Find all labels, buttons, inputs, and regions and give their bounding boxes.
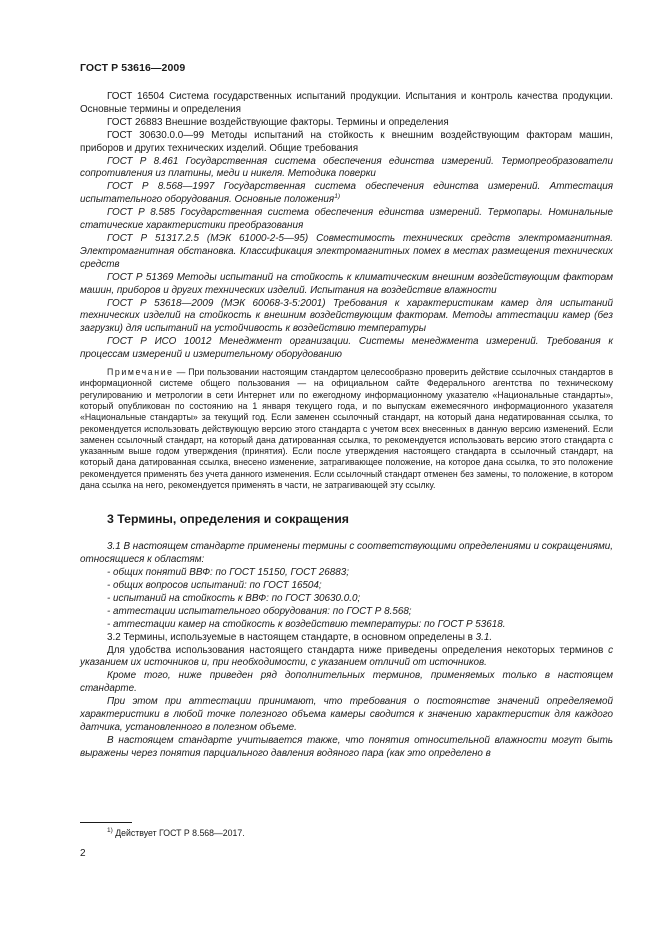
note-paragraph (80, 367, 613, 491)
ref-gost-r-8-568 (80, 181, 613, 207)
footnote-text: Действует ГОСТ Р 8.568—2017. (112, 828, 245, 838)
section-heading: 3 Термины, определения и сокращения (107, 512, 349, 527)
para-convenience-text: Для удобства использования настоящего стандарта ниже приведены определения некоторых терминов (107, 644, 609, 656)
ref-gost-r-51317: ГОСТ Р 51317.2.5 (МЭК 61000-2-5—95) Совместимость технических средств электромагнитная. Электромагнитная обстановка. Классификация электромагнитных помех в местах размещения технических средств (80, 232, 613, 270)
list-item: - испытаний на стойкость к ВВФ: по ГОСТ 30630.0.0; (107, 592, 361, 604)
list-item: - общих понятий ВВФ: по ГОСТ 15150, ГОСТ 26883; (107, 567, 349, 579)
ref-gost-r-8-585: ГОСТ Р 8.585 Государственная система обеспечения единства измерений. Термопары. Номинальные статические характеристики преобразования (80, 207, 613, 232)
para-additional-terms: Кроме того, ниже приведен ряд дополнительных терминов, применяемых только в настоящем стандарте. (80, 670, 613, 695)
ref-gost-r-8-461: ГОСТ Р 8.461 Государственная система обеспечения единства измерений. Термопреобразователи сопротивления из платины, меди и никеля. Методика поверки (80, 155, 613, 180)
page-header: ГОСТ Р 53616—2009 (80, 62, 186, 74)
para-convenience (80, 645, 613, 671)
list-item: - аттестации камер на стойкость к воздействию температуры: по ГОСТ Р 53618. (107, 618, 506, 630)
list-item: - аттестации испытательного оборудования: по ГОСТ Р 8.568; (107, 605, 412, 617)
para-3-2-ref: 3.1. (475, 631, 493, 643)
ref-gost-r-53618: ГОСТ Р 53618—2009 (МЭК 60068-3-5:2001) Требования к характеристикам камер для испытаний технических изделий на стойкость к внешним воздействующим факторам. Методы аттестации камер (без загрузки) для испытаний на устойчивость к воздействию температуры (80, 297, 613, 335)
page-number: 2 (80, 848, 86, 859)
footnote-marker: 1) (334, 193, 340, 201)
note-label: Примечание (107, 367, 174, 378)
para-humidity: В настоящем стандарте учитывается также, что понятия относительной влажности могут быть выражены через понятия парциального давления водяного пара (как это определено в (80, 734, 613, 759)
ref-gost-30630: ГОСТ 30630.0.0—99 Методы испытаний на стойкость к внешним воздействующим факторам машин, приборов и других технических изделий. Общие требования (80, 129, 613, 154)
ref-gost-16504: ГОСТ 16504 Система государственных испытаний продукции. Испытания и контроль качества продукции. Основные термины и определения (80, 91, 613, 115)
para-convenience-italic: с указанием их источников и, при необходимости, с указанием отличий от источников. (80, 644, 613, 669)
ref-gost-r-51369: ГОСТ Р 51369 Методы испытаний на стойкость к климатическим внешним воздействующим факторам машин, приборов и других технических изделий. Испытания на воздействие влажности (80, 271, 613, 296)
para-3-2 (80, 632, 613, 645)
para-3-1: 3.1 В настоящем стандарте применены термины с соответствующими определениями и сокращениями, относящиеся к областям: (80, 541, 613, 566)
footnote (80, 828, 613, 839)
ref-gost-r-iso-10012: ГОСТ Р ИСО 10012 Менеджмент организации. Системы менеджмента измерений. Требования к процессам измерений и измерительному оборудованию (80, 336, 613, 361)
ref-text: ГОСТ Р 8.568—1997 Государственная система обеспечения единства измерений. Аттестация испытательного оборудования. Основные положения (80, 181, 613, 206)
para-3-2-text: 3.2 Термины, используемые в настоящем стандарте, в основном определены в (107, 631, 476, 643)
note-text: — При пользовании настоящим стандартом целесообразно проверить действие ссылочных стандартов в информационной системе общего пользования — на официальном сайте Федерального агентства по техническому регулированию и метрологии в сети Интернет или по ежегодному информационному указателю «Национальные стандарты», который опубликован по состоянию на 1 января текущего года, и по выпускам ежемесячного информационного указателя «Национальные стандарты» за текущий год. Если заменен ссылочный стандарт, на который дана недатированная ссылка, то рекомендуется использовать действующую версию этого стандарта с учетом всех внесенных в данную версию изменений. Если заменен ссылочный стандарт, на который дана датированная ссылка, то рекомендуется использовать версию этого стандарта с указанным выше годом утверждения (принятия). Если после утверждения настоящего стандарта в ссылочный стандарт, на который дана датированная ссылка, внесено изменение, затрагивающее положение, на которое дана ссылка, то это положение рекомендуется применять без учета данного изменения. Если ссылочный стандарт отменен без замены, то положение, в котором дана ссылка на него, рекомендуется применять в части, не затрагивающей эту ссылку. (80, 367, 613, 490)
footnote-rule (80, 822, 132, 823)
footnote-mark: 1) (107, 827, 113, 834)
list-item: - общих вопросов испытаний: по ГОСТ 16504; (107, 580, 322, 592)
ref-gost-26883: ГОСТ 26883 Внешние воздействующие факторы. Термины и определения (107, 116, 449, 128)
document-body (80, 91, 613, 761)
para-attestation: При этом при аттестации принимают, что требования о постоянстве значений определяемой характеристики в любой точке полезного объема камеры сводится к значению характеристик для каждого датчика, установленного в полезном объеме. (80, 696, 613, 733)
